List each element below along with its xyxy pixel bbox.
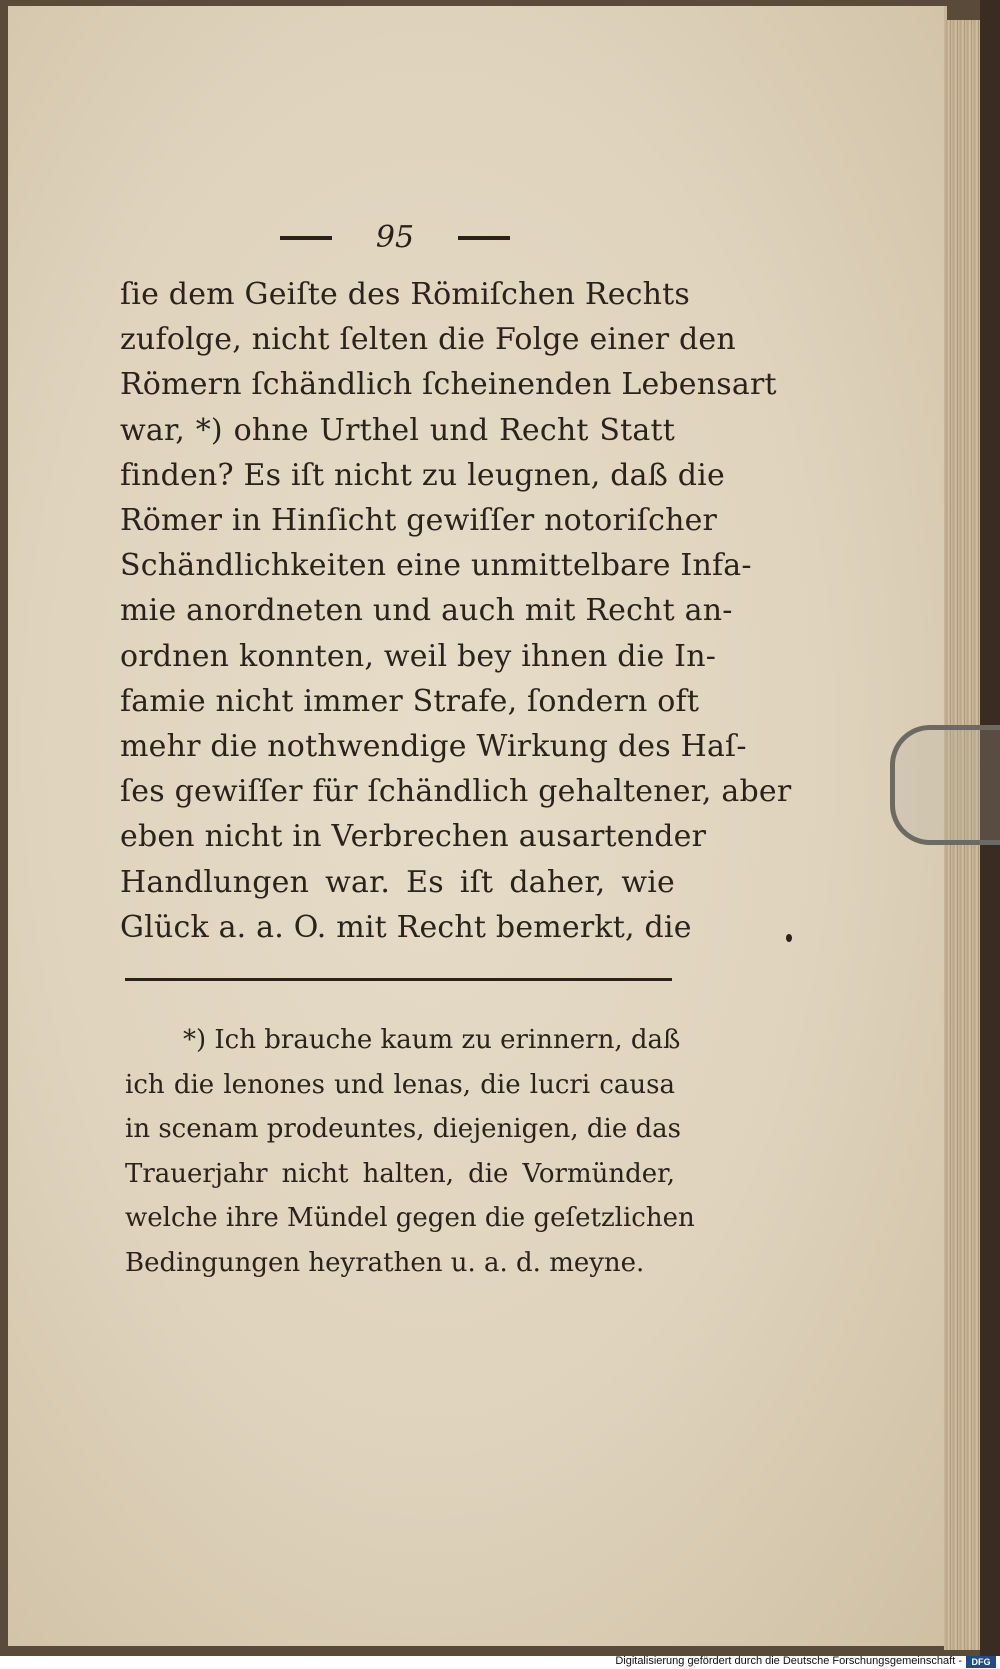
- body-line: Schändlichkeiten eine unmittelbare Infa-: [120, 548, 752, 584]
- footnote-divider: [125, 978, 672, 981]
- body-line: mie anordneten und auch mit Recht an-: [120, 593, 733, 629]
- footnote-line: welche ihre Mündel gegen die geſetzlichen: [125, 1203, 695, 1233]
- footnote-line: *) Ich brauche kaum zu erinnern, daß: [183, 1025, 681, 1055]
- body-line: Glück a. a. O. mit Recht bemerkt, die: [120, 909, 692, 945]
- body-line: Römern ſchändlich ſcheinenden Lebensart: [120, 367, 777, 403]
- page-header: [280, 220, 510, 255]
- header-dash-right: [458, 236, 510, 240]
- page-number: 95: [375, 220, 415, 255]
- dfg-logo: DFG: [966, 1656, 996, 1668]
- footnote-line: Bedingungen heyrathen u. a. d. meyne.: [125, 1247, 645, 1278]
- page-clip: [890, 725, 1000, 845]
- footnote-line: ich die lenones und lenas, die lucri causa: [125, 1069, 675, 1100]
- footnote-line: Trauerjahr nicht halten, die Vormünder,: [125, 1158, 675, 1189]
- body-line: mehr die nothwendige Wirkung des Haſ-: [120, 729, 747, 765]
- body-line: ordnen konnten, weil bey ihnen die In-: [120, 638, 717, 674]
- body-line: zufolge, nicht ſelten die Folge einer den: [120, 322, 736, 358]
- body-line: Römer in Hinſicht gewiſſer notoriſcher: [120, 503, 718, 539]
- footnote: [125, 1018, 695, 1285]
- body-line: ſie dem Geiſte des Römiſchen Rechts: [120, 277, 691, 312]
- ink-speck: [786, 934, 792, 942]
- header-dash-left: [280, 236, 332, 240]
- footnote-line: in scenam prodeuntes, diejenigen, die das: [125, 1114, 681, 1144]
- digitization-credit: Digitalisierung gefördert durch die Deutsche Forschungsgemeinschaft -: [615, 1655, 962, 1667]
- body-line: ſes gewiſſer für ſchändlich gehaltener, aber: [120, 774, 792, 810]
- body-line: finden? Es iſt nicht zu leugnen, daß die: [120, 457, 725, 493]
- body-line: war, *) ohne Urthel und Recht Statt: [120, 412, 675, 448]
- body-line: famie nicht immer Strafe, ſondern oft: [120, 683, 700, 719]
- body-text: [120, 272, 792, 950]
- body-line: eben nicht in Verbrechen ausartender: [120, 819, 707, 855]
- body-line: Handlungen war. Es iſt daher, wie: [120, 864, 675, 900]
